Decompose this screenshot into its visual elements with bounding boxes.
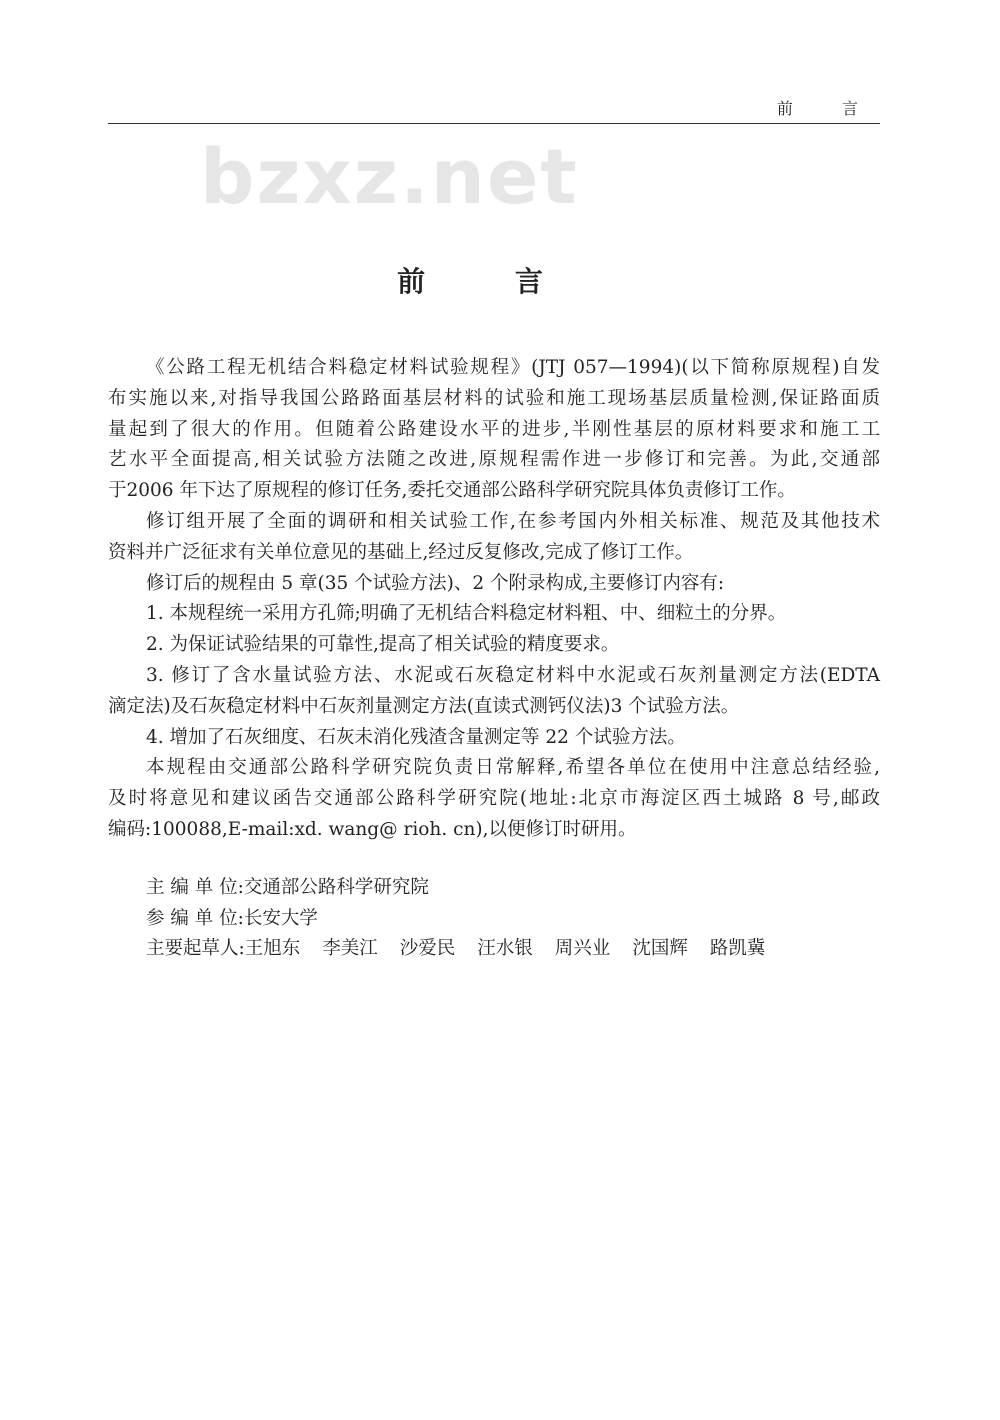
drafters — [146, 934, 787, 965]
drafter: 汪水银 — [477, 938, 533, 959]
paragraph-line: 修订后的规程由 5 章(35 个试验方法)、2 个附录构成,主要修订内容有: — [146, 572, 725, 594]
page-title: 前 言 — [397, 265, 583, 298]
drafter: 周兴业 — [554, 938, 611, 959]
label: 主 编 单 位: — [146, 877, 244, 898]
header-rule — [108, 123, 880, 124]
paragraph-line: 2. 为保证试验结果的可靠性,提高了相关试验的精度要求。 — [146, 634, 620, 656]
participating-unit — [146, 904, 787, 935]
running-head: 前 言 — [776, 99, 880, 118]
body-text — [108, 353, 880, 846]
credits — [146, 873, 787, 965]
label: 参 编 单 位: — [146, 907, 244, 929]
label: 主要起草人: — [146, 938, 245, 959]
watermark: bzxz.net — [200, 132, 579, 221]
paragraph-line: 滴定法)及石灰稳定材料中石灰剂量测定方法(直读式测钙仪法)3 个试验方法。 — [108, 695, 740, 717]
paragraph-line: 及时将意见和建议函告交通部公路科学研究院(地址:北京市海淀区西土城路 8 号,邮政 — [108, 788, 880, 810]
paragraph-line: 编码:100088,E-mail:xd. wang@ rioh. cn),以便修订时研用。 — [108, 818, 637, 840]
chief-editor-unit — [146, 873, 787, 904]
paragraph-line: 布实施以来,对指导我国公路路面基层材料的试验和施工现场基层质量检测,保证路面质 — [108, 387, 880, 409]
paragraph-line: 资料并广泛征求有关单位意见的基础上,经过反复修改,完成了修订工作。 — [108, 541, 694, 563]
paragraph-line: 3. 修订了含水量试验方法、水泥或石灰稳定材料中水泥或石灰剂量测定方法(EDTA — [146, 664, 880, 686]
paragraph-line: 修订组开展了全面的调研和相关试验工作,在参考国内外相关标准、规范及其他技术 — [146, 510, 880, 532]
paragraph-line: 1. 本规程统一采用方孔筛;明确了无机结合料稳定材料粗、中、细粒土的分界。 — [146, 603, 787, 625]
paragraph-line: 量起到了很大的作用。但随着公路建设水平的进步,半刚性基层的原材料要求和施工工 — [108, 418, 880, 440]
drafter: 李美江 — [322, 938, 378, 959]
drafter: 沈国辉 — [632, 938, 688, 959]
paragraph-line: 艺水平全面提高,相关试验方法随之改进,原规程需作进一步修订和完善。为此,交通部 — [108, 449, 880, 471]
drafter: 王旭东 — [244, 938, 301, 959]
paragraph-line: 4. 增加了石灰细度、石灰未消化残渣含量测定等 22 个试验方法。 — [146, 726, 686, 748]
paragraph-line: 《公路工程无机结合料稳定材料试验规程》(JTJ 057—1994)(以下简称原规程)自发 — [146, 357, 880, 378]
value: 交通部公路科学研究院 — [243, 877, 429, 898]
paragraph-line: 本规程由交通部公路科学研究院负责日常解释,希望各单位在使用中注意总结经验, — [146, 757, 880, 779]
drafter: 沙爱民 — [399, 938, 456, 959]
drafter: 路凯冀 — [709, 938, 766, 959]
value: 长安大学 — [243, 907, 318, 929]
paragraph-line: 于2006 年下达了原规程的修订任务,委托交通部公路科学研究院具体负责修订工作。 — [108, 480, 796, 502]
